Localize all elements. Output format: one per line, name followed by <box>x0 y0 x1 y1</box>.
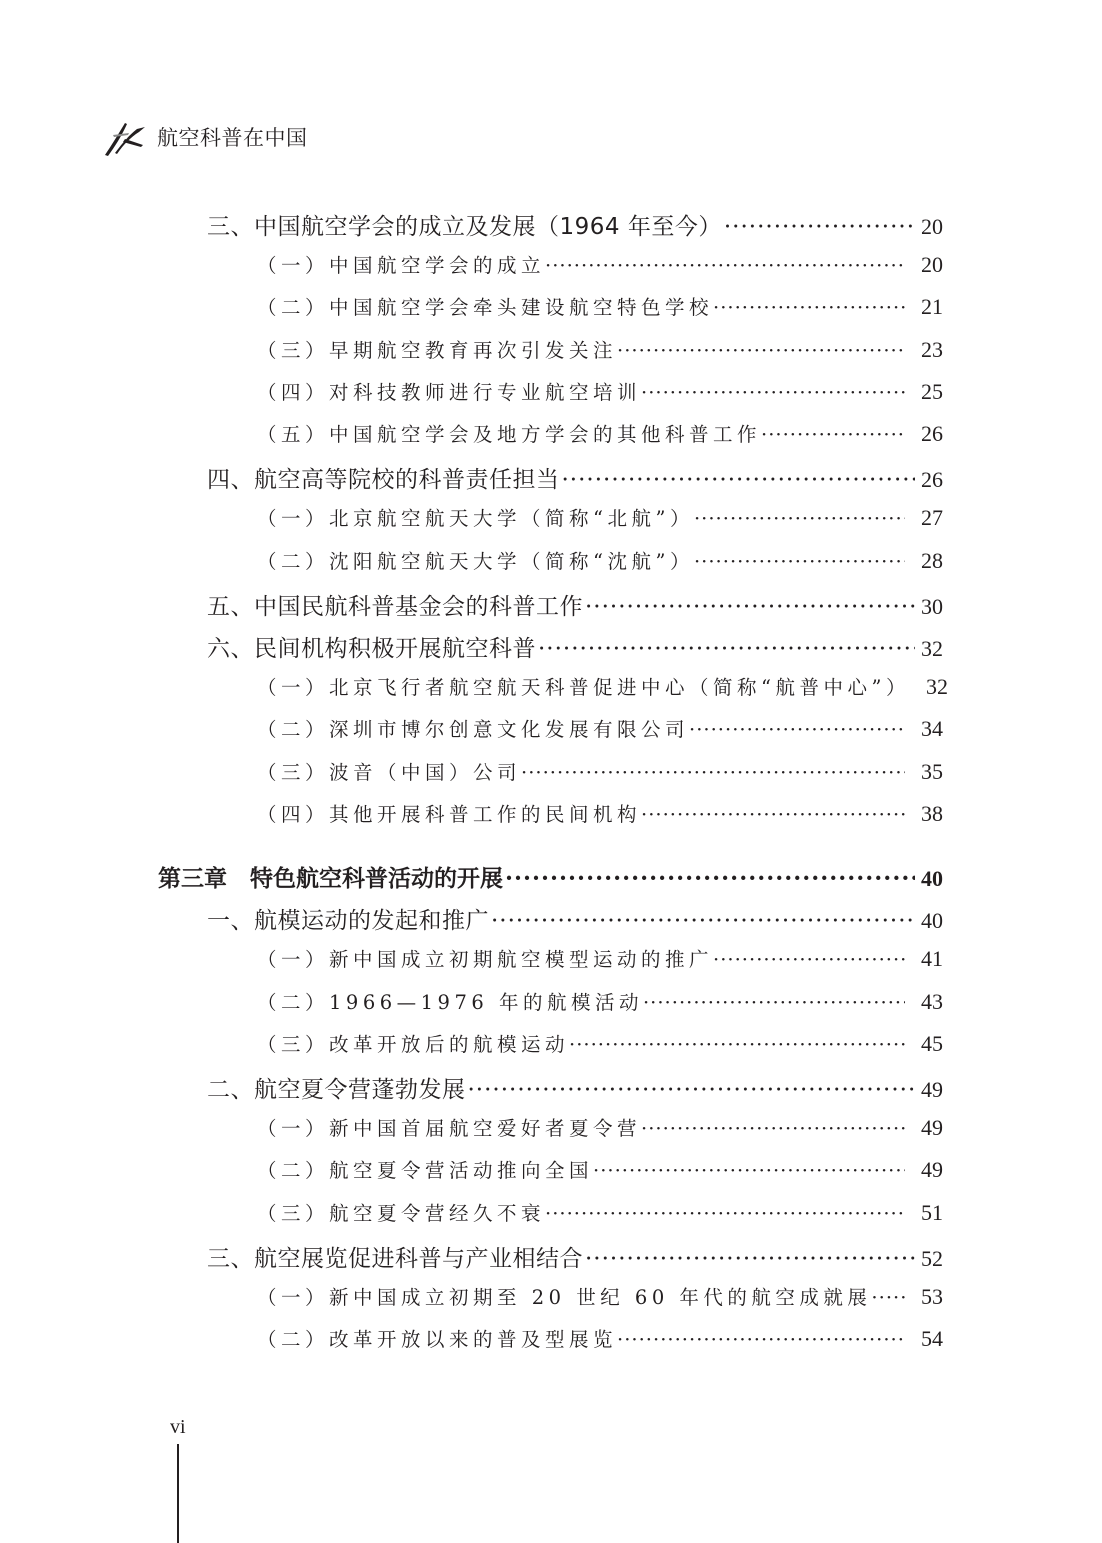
dot-leader <box>491 908 915 934</box>
toc-entry-title: （一）新中国成立初期航空模型运动的推广 <box>257 948 714 971</box>
toc-entry <box>257 377 943 405</box>
toc-page-number: 20 <box>921 214 943 239</box>
toc-page-number: 41 <box>921 946 943 971</box>
toc-entry-title: 三、中国航空学会的成立及发展（1964 年至今） <box>207 214 722 240</box>
dot-leader <box>569 1033 905 1056</box>
toc-entry-title: （二）沈阳航空航天大学（简称“沈航”） <box>257 550 694 573</box>
toc-entry <box>257 714 943 742</box>
toc-entry-title: （一）新中国成立初期至 20 世纪 60 年代的航空成就展 <box>257 1286 872 1309</box>
toc-entry-title: 第三章 特色航空科普活动的开展 <box>158 866 503 892</box>
toc-page-number: 20 <box>921 252 943 277</box>
toc-page-number: 23 <box>921 337 943 362</box>
dot-leader <box>562 467 916 493</box>
toc-page-number: 38 <box>921 801 943 826</box>
dot-leader <box>505 865 915 892</box>
dot-leader <box>694 550 905 573</box>
dot-leader <box>643 991 905 1014</box>
dot-leader <box>724 214 915 240</box>
toc-entry <box>257 250 943 278</box>
dot-leader <box>694 507 905 530</box>
toc-entry-title: （三）改革开放后的航模运动 <box>257 1033 570 1056</box>
toc-entry <box>257 546 943 574</box>
dot-leader <box>871 1286 905 1309</box>
toc-entry-title: （四）其他开展科普工作的民间机构 <box>257 803 642 826</box>
dot-leader <box>641 803 905 826</box>
toc-entry <box>257 292 943 320</box>
toc-entry-title: （一）北京航空航天大学（简称“北航”） <box>257 507 694 530</box>
toc-page-number: 21 <box>921 294 943 319</box>
toc-entry <box>257 1324 943 1352</box>
toc-entry <box>257 1282 943 1310</box>
toc-entry <box>257 987 943 1015</box>
toc-page-number: 26 <box>921 421 943 446</box>
toc-entry <box>158 860 943 893</box>
jet-swoosh-icon <box>103 115 147 159</box>
toc-entry <box>257 419 943 447</box>
toc-page-number: 49 <box>921 1157 943 1182</box>
toc-entry <box>207 1240 943 1273</box>
toc-page-number: 28 <box>921 548 943 573</box>
dot-leader <box>585 594 915 620</box>
toc-entry <box>207 461 943 494</box>
toc-entry <box>257 335 943 363</box>
toc-entry <box>257 944 943 972</box>
toc-entry <box>257 503 943 531</box>
toc-page-number: 43 <box>921 989 943 1014</box>
dot-leader <box>689 718 905 741</box>
running-title: 航空科普在中国 <box>157 126 308 150</box>
toc-entry <box>257 1198 943 1226</box>
toc-entry <box>257 757 943 785</box>
toc-page-number: 53 <box>921 1284 943 1309</box>
toc-page-number: 49 <box>921 1115 943 1140</box>
toc-page-number: 27 <box>921 505 943 530</box>
toc-entry-title: （一）北京飞行者航空航天科普促进中心（简称“航普中心”） <box>257 676 910 699</box>
toc-page-number: 26 <box>921 467 943 492</box>
dot-leader <box>641 381 905 404</box>
dot-leader <box>617 339 905 362</box>
dot-leader <box>713 948 905 971</box>
toc-page-number: 30 <box>921 594 943 619</box>
page-number: vi <box>170 1416 186 1438</box>
toc-entry <box>257 1029 943 1057</box>
toc-entry <box>207 630 943 663</box>
toc-entry-title: 三、航空展览促进科普与产业相结合 <box>207 1246 583 1272</box>
toc-entry-title: 一、航模运动的发起和推广 <box>207 908 489 934</box>
dot-leader <box>713 296 905 319</box>
dot-leader <box>545 1202 905 1225</box>
toc-page-number: 34 <box>921 716 943 741</box>
dot-leader <box>617 1328 905 1351</box>
dot-leader <box>538 636 915 662</box>
dot-leader <box>545 254 905 277</box>
toc-entry <box>257 1113 943 1141</box>
toc-page-number: 40 <box>921 908 943 933</box>
toc-page-number: 54 <box>921 1326 943 1351</box>
toc-page-number: 52 <box>921 1246 943 1271</box>
toc-entry <box>207 1071 943 1104</box>
toc-page-number: 25 <box>921 379 943 404</box>
toc-entry-title: 六、民间机构积极开展航空科普 <box>207 636 536 662</box>
dot-leader <box>521 761 905 784</box>
toc-entry <box>207 902 943 935</box>
toc-entry-title: （三）航空夏令营经久不衰 <box>257 1202 546 1225</box>
toc-entry <box>257 799 943 827</box>
running-header <box>103 114 308 160</box>
toc-entry-title: （二）航空夏令营活动推向全国 <box>257 1159 594 1182</box>
toc-entry-title: （一）新中国首届航空爱好者夏令营 <box>257 1117 642 1140</box>
toc-entry-title: （五）中国航空学会及地方学会的其他科普工作 <box>257 423 762 446</box>
toc-entry <box>207 588 943 621</box>
dot-leader <box>593 1159 905 1182</box>
toc-entry-title: （二）改革开放以来的普及型展览 <box>257 1328 618 1351</box>
toc-page-number: 40 <box>921 866 943 891</box>
toc-entry-title: （二）1966—1976 年的航模活动 <box>257 991 643 1014</box>
dot-leader <box>468 1077 916 1103</box>
toc-entry-title: （三）早期航空教育再次引发关注 <box>257 339 618 362</box>
toc-entry-title: （三）波音（中国）公司 <box>257 761 522 784</box>
toc-entry-title: 五、中国民航科普基金会的科普工作 <box>207 594 583 620</box>
toc-entry <box>257 672 948 700</box>
toc-page-number: 35 <box>921 759 943 784</box>
dot-leader <box>641 1117 905 1140</box>
toc-entry-title: （一）中国航空学会的成立 <box>257 254 546 277</box>
margin-rule <box>177 1444 179 1543</box>
dot-leader <box>585 1246 915 1272</box>
dot-leader <box>761 423 905 446</box>
toc-entry <box>257 1155 943 1183</box>
toc-entry-title: （四）对科技教师进行专业航空培训 <box>257 381 642 404</box>
toc-entry-title: （二）中国航空学会牵头建设航空特色学校 <box>257 296 714 319</box>
toc-page-number: 32 <box>925 674 948 699</box>
toc-page-number: 45 <box>921 1031 943 1056</box>
toc-page-number: 32 <box>921 636 943 661</box>
toc-entry-title: 四、航空高等院校的科普责任担当 <box>207 467 560 493</box>
toc-entry-title: 二、航空夏令营蓬勃发展 <box>207 1077 466 1103</box>
toc-entry <box>207 208 943 241</box>
toc-entry-title: （二）深圳市博尔创意文化发展有限公司 <box>257 718 690 741</box>
toc-page-number: 49 <box>921 1077 943 1102</box>
toc-page-number: 51 <box>921 1200 943 1225</box>
